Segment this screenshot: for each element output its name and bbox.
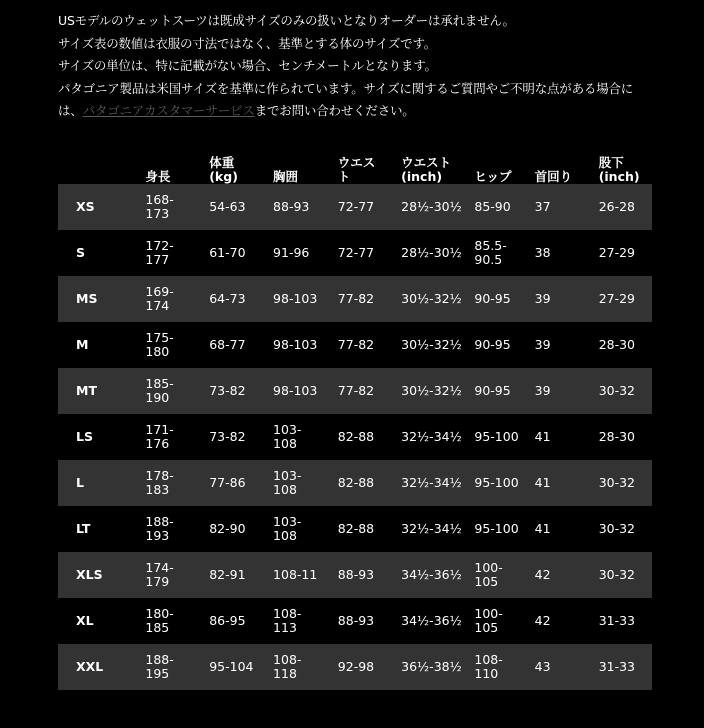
header-waist-cm (338, 140, 401, 184)
height-cell-part: 171- (145, 422, 174, 437)
size-cell: L (58, 460, 145, 506)
note-line-1: USモデルのウェットスーツは既成サイズのみの扱いとなりオーダーは承れません。 (58, 13, 515, 28)
size-cell: XXL (58, 644, 145, 690)
hip-cell (474, 414, 534, 460)
weight-cell: 95-104 (209, 644, 273, 690)
chest-cell-part: 108 (273, 528, 297, 543)
waist-cm-cell: 77-82 (338, 276, 401, 322)
hip-cell (474, 368, 534, 414)
waist-cm-cell: 82-88 (338, 460, 401, 506)
hip-cell-part: 85.5- (474, 238, 507, 253)
chest-cell-part: 91-96 (273, 245, 310, 260)
waist-cm-cell: 82-88 (338, 506, 401, 552)
size-cell: XS (58, 184, 145, 230)
hip-cell (474, 644, 534, 690)
height-cell-part: 168- (145, 192, 174, 207)
chest-cell-part: 103- (273, 468, 302, 483)
inseam-cell: 31-33 (599, 598, 652, 644)
note-line-5 (58, 100, 658, 123)
size-cell: XLS (58, 552, 145, 598)
table-row (58, 276, 652, 322)
chest-cell-part: 108 (273, 482, 297, 497)
weight-cell: 73-82 (209, 414, 273, 460)
hip-cell (474, 506, 534, 552)
size-chart-table (58, 140, 652, 690)
weight-cell: 73-82 (209, 368, 273, 414)
height-cell-part: 193 (145, 528, 170, 543)
height-cell (145, 552, 209, 598)
waist-inch-cell: 28½-30½ (401, 230, 474, 276)
waist-cm-cell: 92-98 (338, 644, 401, 690)
height-cell-part: 179 (145, 574, 170, 589)
chest-cell-part: 98-103 (273, 337, 318, 352)
height-cell-part: 176 (145, 436, 170, 451)
waist-inch-cell: 32½-34½ (401, 414, 474, 460)
height-cell (145, 414, 209, 460)
inseam-cell: 28-30 (599, 414, 652, 460)
chest-cell (273, 276, 338, 322)
note-line-5-prefix: は、 (58, 103, 83, 118)
height-cell-part: 180 (145, 344, 170, 359)
waist-inch-cell: 30½-32½ (401, 368, 474, 414)
height-cell (145, 644, 209, 690)
height-cell-part: 169- (145, 284, 174, 299)
header-neck (535, 140, 599, 184)
chest-cell-part: 108-11 (273, 567, 318, 582)
height-cell-part: 188- (145, 652, 174, 667)
weight-cell: 54-63 (209, 184, 273, 230)
height-cell-part: 172- (145, 238, 174, 253)
height-cell (145, 460, 209, 506)
chest-cell-part: 118 (273, 666, 297, 681)
neck-cell: 39 (535, 276, 599, 322)
inseam-cell: 30-32 (599, 506, 652, 552)
inseam-cell: 30-32 (599, 460, 652, 506)
hip-cell-part: 90-95 (474, 291, 511, 306)
note-line-2: サイズ表の数値は衣服の寸法ではなく、基準とする体のサイズです。 (58, 35, 437, 51)
neck-cell: 43 (535, 644, 599, 690)
height-cell-part: 183 (145, 482, 170, 497)
weight-cell: 68-77 (209, 322, 273, 368)
weight-cell: 64-73 (209, 276, 273, 322)
chest-cell-part: 108- (273, 606, 302, 621)
waist-inch-cell: 34½-36½ (401, 598, 474, 644)
size-cell: LS (58, 414, 145, 460)
chest-cell-part: 103- (273, 514, 302, 529)
size-cell: MS (58, 276, 145, 322)
chest-cell-part: 108- (273, 652, 302, 667)
waist-cm-cell: 77-82 (338, 322, 401, 368)
inseam-cell: 28-30 (599, 322, 652, 368)
chest-cell (273, 506, 338, 552)
table-row (58, 184, 652, 230)
chest-cell (273, 322, 338, 368)
chest-cell-part: 103- (273, 422, 302, 437)
neck-cell: 41 (535, 414, 599, 460)
header-neck-line-2: 首回り (534, 169, 573, 184)
header-chest (273, 140, 338, 184)
chest-cell (273, 230, 338, 276)
hip-cell-part: 85-90 (474, 199, 511, 214)
table-row (58, 598, 652, 644)
hip-cell (474, 184, 534, 230)
waist-inch-cell: 34½-36½ (401, 552, 474, 598)
waist-cm-cell: 88-93 (338, 552, 401, 598)
hip-cell-part: 100- (474, 606, 503, 621)
inseam-cell: 26-28 (599, 184, 652, 230)
size-notes (58, 10, 658, 123)
chest-cell-part: 98-103 (273, 383, 318, 398)
neck-cell: 41 (535, 460, 599, 506)
header-height-line-2: 身長 (145, 169, 171, 184)
waist-inch-cell: 28½-30½ (401, 184, 474, 230)
height-cell (145, 184, 209, 230)
size-cell: S (58, 230, 145, 276)
height-cell (145, 368, 209, 414)
header-weight (209, 140, 273, 184)
table-row (58, 506, 652, 552)
header-inseam (599, 140, 652, 184)
chest-cell (273, 184, 338, 230)
waist-cm-cell: 77-82 (338, 368, 401, 414)
weight-cell: 82-91 (209, 552, 273, 598)
height-cell (145, 598, 209, 644)
table-row (58, 322, 652, 368)
header-hip (474, 140, 534, 184)
waist-cm-cell: 72-77 (338, 184, 401, 230)
chest-cell-part: 88-93 (273, 199, 310, 214)
inseam-cell: 30-32 (599, 552, 652, 598)
chest-cell-part: 113 (273, 620, 297, 635)
inseam-cell: 30-32 (599, 368, 652, 414)
table-row (58, 644, 652, 690)
waist-inch-cell: 30½-32½ (401, 276, 474, 322)
height-cell (145, 506, 209, 552)
weight-cell: 86-95 (209, 598, 273, 644)
header-height (145, 140, 209, 184)
waist-inch-cell: 32½-34½ (401, 506, 474, 552)
chest-cell (273, 368, 338, 414)
table-row (58, 414, 652, 460)
hip-cell-part: 105 (474, 574, 499, 589)
hip-cell (474, 552, 534, 598)
table-body (58, 184, 652, 690)
height-cell-part: 188- (145, 514, 174, 529)
chest-cell (273, 414, 338, 460)
waist-inch-cell: 30½-32½ (401, 322, 474, 368)
height-cell-part: 174 (145, 298, 170, 313)
height-cell-part: 178- (145, 468, 174, 483)
header-waist-cm-line-2: ト (337, 169, 351, 184)
header-hip-line-2: ヒップ (474, 169, 512, 184)
hip-cell (474, 230, 534, 276)
header-weight-line-2: (kg) (209, 169, 238, 184)
header-waist-inch-line-1: ウエスト (401, 155, 452, 170)
height-cell-part: 174- (145, 560, 174, 575)
table-header-row (58, 140, 652, 184)
hip-cell-part: 108- (474, 652, 503, 667)
header-inseam-line-2: (inch) (598, 169, 640, 184)
note-line-5-suffix: までお問い合わせください。 (254, 103, 415, 118)
header-size (58, 140, 145, 184)
hip-cell-part: 100- (474, 560, 503, 575)
hip-cell-part: 105 (474, 620, 499, 635)
note-line-4: パタゴニア製品は米国サイズを基準に作られています。サイズに関するご質問やご不明な点がある場合に (58, 80, 634, 96)
table-row (58, 368, 652, 414)
waist-cm-cell: 88-93 (338, 598, 401, 644)
note-line-3: サイズの単位は、特に記載がない場合、センチメートルとなります。 (58, 58, 437, 73)
chest-cell (273, 460, 338, 506)
hip-cell-part: 90-95 (474, 337, 511, 352)
weight-cell: 82-90 (209, 506, 273, 552)
neck-cell: 38 (535, 230, 599, 276)
customer-service-link[interactable]: パタゴニアカスタマーサービス (82, 103, 255, 118)
neck-cell: 42 (535, 552, 599, 598)
waist-cm-cell: 72-77 (338, 230, 401, 276)
hip-cell-part: 90-95 (474, 383, 511, 398)
height-cell-part: 185 (145, 620, 170, 635)
chest-cell-part: 108 (273, 436, 297, 451)
header-waist-inch (401, 140, 474, 184)
chest-cell (273, 644, 338, 690)
height-cell-part: 190 (145, 390, 170, 405)
neck-cell: 42 (535, 598, 599, 644)
header-weight-line-1: 体重 (209, 155, 235, 170)
waist-inch-cell: 32½-34½ (401, 460, 474, 506)
size-cell: MT (58, 368, 145, 414)
inseam-cell: 27-29 (599, 230, 652, 276)
inseam-cell: 31-33 (599, 644, 652, 690)
height-cell (145, 322, 209, 368)
chest-cell-part: 98-103 (273, 291, 318, 306)
neck-cell: 39 (535, 322, 599, 368)
header-waist-inch-line-2: (inch) (401, 169, 443, 184)
height-cell-part: 195 (145, 666, 170, 681)
neck-cell: 37 (535, 184, 599, 230)
header-chest-line-2: 胸囲 (273, 169, 299, 184)
height-cell-part: 185- (145, 376, 174, 391)
chest-cell (273, 552, 338, 598)
hip-cell-part: 90.5 (474, 252, 503, 267)
hip-cell-part: 110 (474, 666, 499, 681)
height-cell (145, 276, 209, 322)
inseam-cell: 27-29 (599, 276, 652, 322)
height-cell-part: 175- (145, 330, 174, 345)
header-waist-cm-line-1: ウエス (337, 155, 376, 170)
hip-cell-part: 95-100 (474, 429, 519, 444)
header-inseam-line-1: 股下 (598, 155, 624, 170)
hip-cell-part: 95-100 (474, 521, 519, 536)
size-cell: LT (58, 506, 145, 552)
weight-cell: 61-70 (209, 230, 273, 276)
neck-cell: 39 (535, 368, 599, 414)
waist-inch-cell: 36½-38½ (401, 644, 474, 690)
table-row (58, 552, 652, 598)
hip-cell (474, 322, 534, 368)
neck-cell: 41 (535, 506, 599, 552)
height-cell (145, 230, 209, 276)
waist-cm-cell: 82-88 (338, 414, 401, 460)
size-cell: XL (58, 598, 145, 644)
weight-cell: 77-86 (209, 460, 273, 506)
hip-cell-part: 95-100 (474, 475, 519, 490)
table-row (58, 230, 652, 276)
hip-cell (474, 276, 534, 322)
chest-cell (273, 598, 338, 644)
height-cell-part: 180- (145, 606, 174, 621)
height-cell-part: 177 (145, 252, 170, 267)
table-row (58, 460, 652, 506)
hip-cell (474, 598, 534, 644)
height-cell-part: 173 (145, 206, 170, 221)
hip-cell (474, 460, 534, 506)
size-cell: M (58, 322, 145, 368)
